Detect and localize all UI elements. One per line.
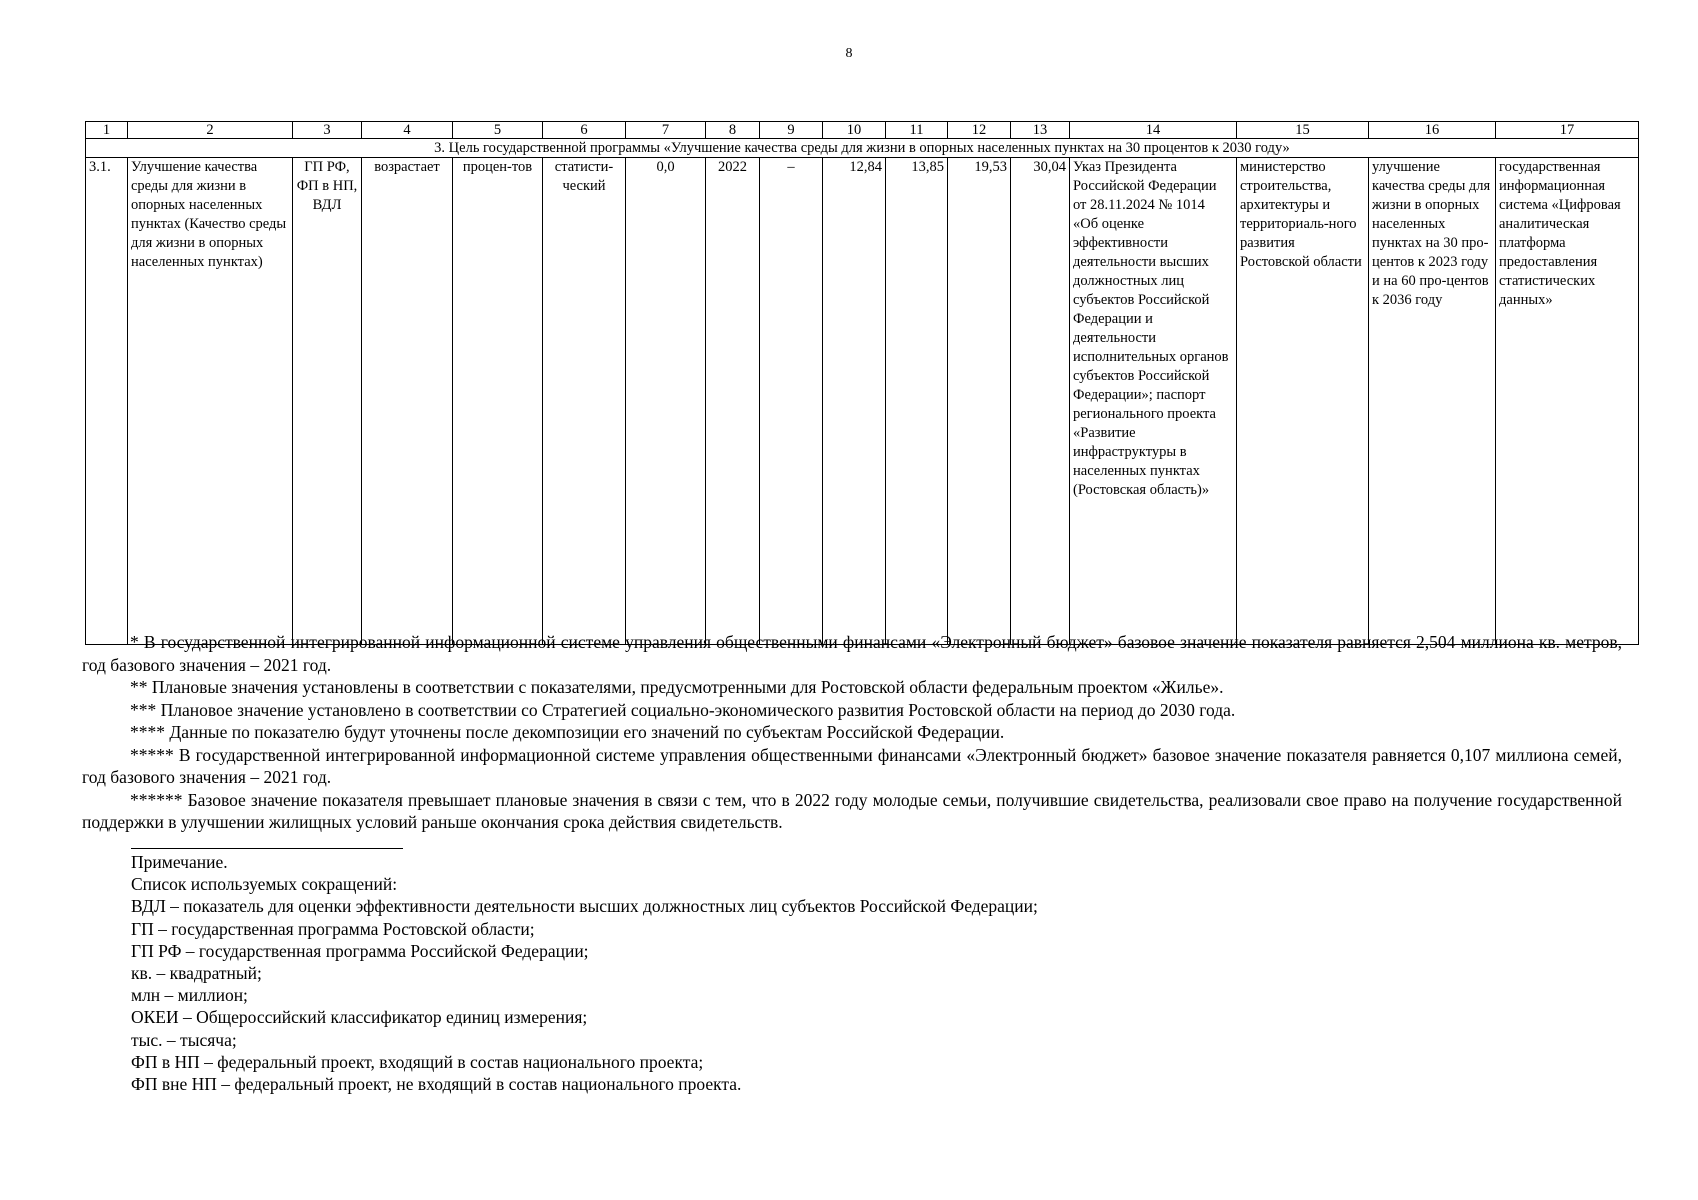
base-value: 0,0 [626, 158, 706, 645]
column-number: 11 [886, 122, 948, 139]
abbreviation-item: ГП РФ – государственная программа Российской Федерации; [131, 940, 589, 961]
page-number: 8 [845, 46, 853, 61]
footnotes [82, 631, 1622, 834]
information-system: государственная информационная система «Цифровая аналитическая платформа предоставления статистических данных» [1496, 158, 1639, 645]
footnote: * В государственной интегрированной информационной системе управления общественными финансами «Электронный бюджет» базовое значение показателя равняется 2,504 миллиона кв. метров, год базового значения – 2021 год. [82, 632, 1622, 675]
goal-row [86, 139, 1639, 158]
column-number: 6 [543, 122, 626, 139]
footnote: ** Плановые значения установлены в соответствии с показателями, предусмотренными для Ростовской области федеральным проектом «Жилье». [130, 677, 1224, 697]
column-number: 16 [1369, 122, 1496, 139]
abbreviation-item: ОКЕИ – Общероссийский классификатор единиц измерения; [131, 1007, 588, 1028]
table-row [86, 158, 1639, 645]
footnote: ****** Базовое значение показателя превышает плановые значения в связи с тем, что в 2022 году молодые семьи, получившие свидетельства, реализовали свое право на получение государственной поддержки в улучшении жилищных условий раньше окончания срока действия свидетельств. [82, 789, 1622, 832]
base-year: 2022 [706, 158, 760, 645]
legal-basis-document: Указ Президента Российской Федерации от 28.11.2024 № 1014 «Об оценке эффективности деятельности высших должностных лиц субъектов Российской Федерации и деятельности исполнительных органов субъектов Российской Федерации»; паспорт регионального проекта «Развитие инфраструктуры в населенных пунктах (Ростовская область)» [1070, 158, 1237, 645]
goal-heading: 3. Цель государственной программы «Улучшение качества среды для жизни в опорных населенных пунктах на 30 процентов к 2030 году» [86, 139, 1639, 158]
footnote: **** Данные по показателю будут уточнены после декомпозиции его значений по субъектам Российской Федерации. [130, 722, 1005, 742]
unit-of-measure: процен-тов [453, 158, 543, 645]
value-col-10: 12,84 [823, 158, 886, 645]
column-number: 5 [453, 122, 543, 139]
column-number: 7 [626, 122, 706, 139]
column-number: 8 [706, 122, 760, 139]
value-col-12: 19,53 [948, 158, 1011, 645]
column-number: 10 [823, 122, 886, 139]
abbreviation-item: ФП в НП – федеральный проект, входящий в состав национального проекта; [131, 1051, 704, 1072]
responsible-body: министерство строительства, архитектуры и территориаль-ного развития Ростовской области [1237, 158, 1369, 645]
indicator-level: ГП РФ, ФП в НП, ВДЛ [293, 158, 362, 645]
indicator-type: статисти-ческий [543, 158, 626, 645]
column-number: 13 [1011, 122, 1070, 139]
column-number: 17 [1496, 122, 1639, 139]
value-col-13: 30,04 [1011, 158, 1070, 645]
related-goal: улучшение качества среды для жизни в опорных населенных пунктах на 30 про-центов к 2023 году и на 60 про-центов к 2036 году [1369, 158, 1496, 645]
value-col-11: 13,85 [886, 158, 948, 645]
indicators-table [85, 121, 1639, 645]
column-number: 4 [362, 122, 453, 139]
abbreviations-note [131, 851, 1038, 1095]
indicator-trend: возрастает [362, 158, 453, 645]
column-number: 9 [760, 122, 823, 139]
notes-separator-line [131, 848, 403, 849]
column-number: 12 [948, 122, 1011, 139]
column-number: 2 [128, 122, 293, 139]
abbreviation-item: млн – миллион; [131, 985, 248, 1006]
indicator-name: Улучшение качества среды для жизни в опорных населенных пунктах (Качество среды для жизни в опорных населенных пунктах) [128, 158, 293, 645]
column-number: 14 [1070, 122, 1237, 139]
note-subtitle: Список используемых сокращений: [131, 874, 398, 895]
column-number: 15 [1237, 122, 1369, 139]
footnote: *** Плановое значение установлено в соответствии со Стратегией социально-экономического развития Ростовской области на период до 2030 года. [130, 699, 1236, 720]
column-numbers-row [86, 122, 1639, 139]
abbreviation-item: ФП вне НП – федеральный проект, не входящий в состав национального проекта. [131, 1074, 742, 1095]
footnote: ***** В государственной интегрированной информационной системе управления общественными финансами «Электронный бюджет» базовое значение показателя равняется 0,107 миллиона семей, год базового значения – 2021 год. [82, 744, 1622, 787]
column-number: 1 [86, 122, 128, 139]
abbreviation-item: ГП – государственная программа Ростовской области; [131, 918, 535, 939]
abbreviation-item: тыс. – тысяча; [131, 1029, 237, 1050]
abbreviation-item: ВДЛ – показатель для оценки эффективности деятельности высших должностных лиц субъектов Российской Федерации; [131, 896, 1038, 917]
indicator-number: 3.1. [86, 158, 128, 645]
abbreviation-item: кв. – квадратный; [131, 963, 262, 984]
column-number: 3 [293, 122, 362, 139]
value-col-9: – [760, 158, 823, 645]
note-title: Примечание. [131, 852, 228, 872]
